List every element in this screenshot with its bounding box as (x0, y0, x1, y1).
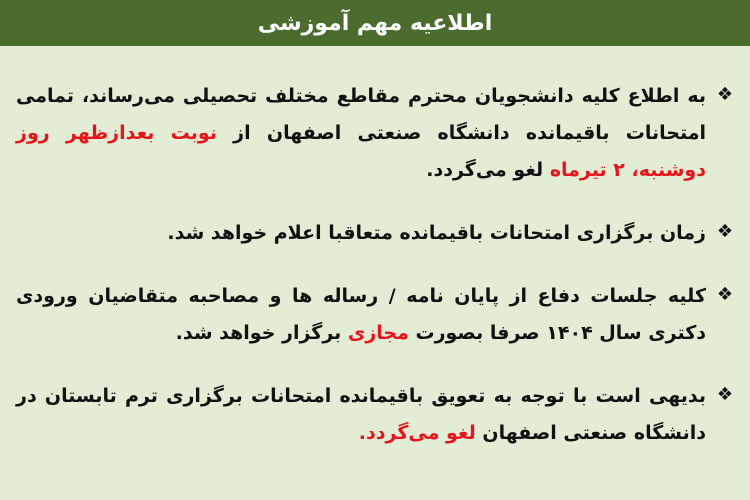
announcement-text-part: به اطلاع کلیه دانشجویان محترم مقاطع مختلف تحصیلی می‌رساند، تمامی امتحانات باقیمانده دانشگاه صنعتی اصفهان از (16, 85, 706, 144)
announcement-item (16, 278, 736, 352)
announcement-text-part: زمان برگزاری امتحانات باقیمانده متعاقبا اعلام خواهد شد. (167, 222, 706, 244)
announcement-text-part: برگزار خواهد شد. (175, 322, 348, 344)
announcement-item (16, 215, 736, 252)
diamond-bullet-icon: ❖ (716, 384, 734, 405)
highlighted-text: نوبت بعدازظهر روز دوشنبه، ۲ تیرماه (16, 122, 706, 181)
announcement-text (16, 378, 706, 452)
announcement-body (0, 78, 750, 478)
announcement-text (16, 78, 706, 189)
diamond-bullet-icon: ❖ (716, 221, 734, 242)
announcement-item (16, 78, 736, 189)
announcement-text-part: بدیهی است با توجه به تعویق باقیمانده امتحانات برگزاری ترم تابستان در دانشگاه صنعتی اصفهان (16, 385, 706, 444)
announcement-text (16, 278, 706, 352)
highlighted-text: لغو می‌گردد. (358, 422, 476, 444)
diamond-bullet-icon: ❖ (716, 284, 734, 305)
highlighted-text: مجازی (347, 322, 409, 344)
announcement-text-part: کلیه جلسات دفاع از پایان نامه / رساله ها و مصاحبه متقاضیان ورودی دکتری سال ۱۴۰۴ صرفا بصورت (16, 285, 706, 344)
announcement-item (16, 378, 736, 452)
page-title: اطلاعیه مهم آموزشی (257, 10, 493, 36)
announcement-text (16, 215, 706, 252)
announcement-text-part: لغو می‌گردد. (426, 159, 550, 181)
diamond-bullet-icon: ❖ (716, 84, 734, 105)
header-bar (0, 0, 750, 46)
